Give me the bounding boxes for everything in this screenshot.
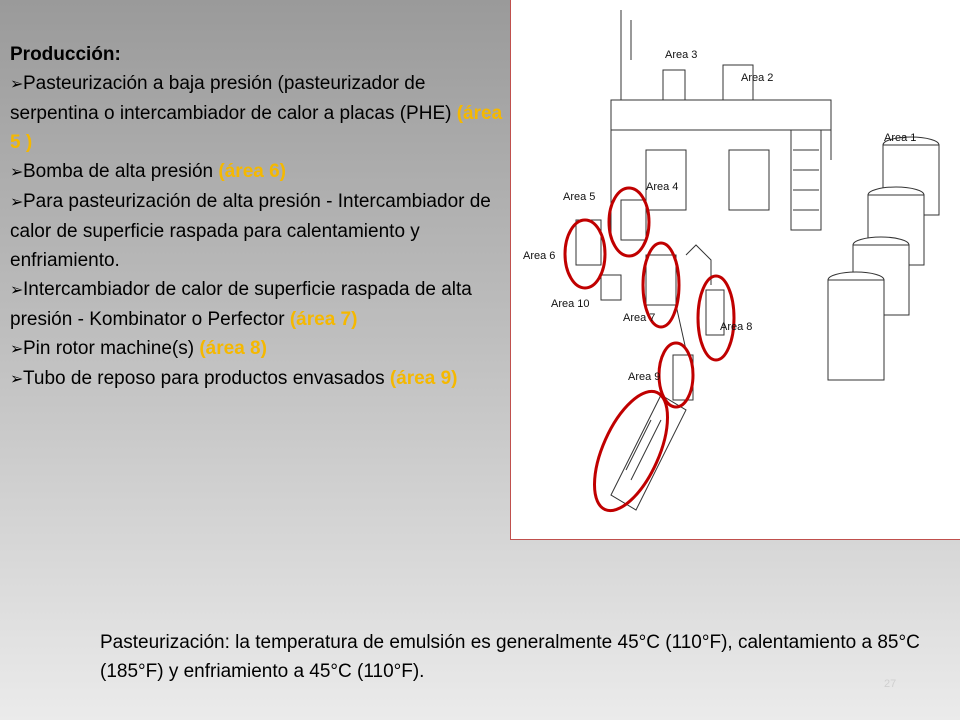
arrow-bullet-icon: ➢ (10, 282, 24, 299)
label-area3: Area 3 (665, 49, 698, 61)
item-text: Pin rotor machine(s) (23, 338, 200, 359)
item-area: (área 8) (199, 338, 267, 359)
page-number: 27 (884, 678, 897, 690)
label-area2: Area 2 (741, 72, 774, 84)
list-item (10, 275, 510, 334)
arrow-bullet-icon: ➢ (10, 194, 24, 211)
plant-layout-figure (510, 0, 960, 540)
item-text: Pasteurización a baja presión (pasteurizador de serpentina o intercambiador de calor a placas (PHE) (10, 73, 457, 124)
item-text: Para pasteurización de alta presión - Intercambiador de calor de superficie raspada para calentamiento y enfriamiento. (10, 191, 491, 271)
item-text: Intercambiador de calor de superficie raspada de alta presión - Kombinator o Perfector (10, 279, 472, 330)
list-item (10, 334, 510, 364)
plant-layout-diagram (511, 0, 960, 540)
item-area: (área 5 ) (10, 103, 503, 153)
item-area: (área 9) (389, 368, 458, 389)
list-item (10, 187, 510, 275)
label-area10: Area 10 (551, 298, 590, 310)
list-item (10, 69, 510, 157)
arrow-bullet-icon: ➢ (10, 371, 24, 388)
arrow-bullet-icon: ➢ (10, 341, 24, 358)
label-area7: Area 7 (623, 312, 656, 324)
label-area6: Area 6 (523, 250, 556, 262)
arrow-bullet-icon: ➢ (10, 76, 24, 93)
label-area8: Area 8 (720, 321, 753, 333)
label-area9: Area 9 (628, 371, 661, 383)
item-area: (área 7) (289, 309, 358, 330)
item-text: Bomba de alta presión (23, 161, 219, 182)
production-text-block (10, 40, 510, 394)
label-area1: Area 1 (884, 132, 917, 144)
production-heading: Producción: (10, 44, 121, 65)
item-area: (área 6) (218, 161, 287, 182)
pasteurization-footnote: Pasteurización: la temperatura de emulsión es generalmente 45°C (110°F), calentamiento a 85°C (185°F) y enfriamiento a 45°C (110°F). (100, 632, 920, 682)
arrow-bullet-icon: ➢ (10, 164, 24, 181)
list-item (10, 364, 510, 394)
item-text: Tubo de reposo para productos envasados (23, 368, 390, 389)
label-area4: Area 4 (646, 181, 679, 193)
list-item (10, 157, 510, 187)
label-area5: Area 5 (563, 191, 596, 203)
